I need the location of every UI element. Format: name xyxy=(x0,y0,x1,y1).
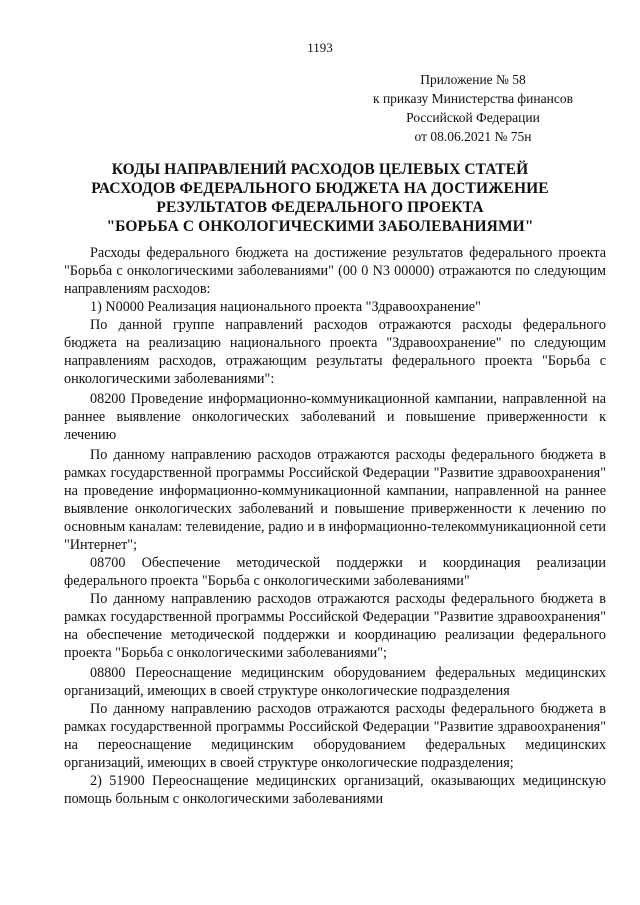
appendix-line: к приказу Министерства финансов xyxy=(373,91,573,106)
appendix-line: Приложение № 58 xyxy=(420,72,526,87)
paragraph-code-08700: 08700 Обеспечение методической поддержки и координация реализации федерального проекта "Борьба с онкологическими заболеваниями" xyxy=(64,555,606,589)
paragraph-code-08200: 08200 Проведение информационно-коммуникационной кампании, направленной на раннее выявление онкологических заболеваний и повышение приверженности к лечению xyxy=(64,391,606,443)
appendix-line: от 08.06.2021 № 75н xyxy=(414,129,532,144)
title-line: РЕЗУЛЬТАТОВ ФЕДЕРАЛЬНОГО ПРОЕКТА xyxy=(156,199,484,216)
title-line: РАСХОДОВ ФЕДЕРАЛЬНОГО БЮДЖЕТА НА ДОСТИЖЕНИЕ xyxy=(91,180,549,197)
paragraph-description: По данному направлению расходов отражаются расходы федерального бюджета в рамках государственной программы Российской Федерации "Развитие здравоохранения" на обеспечение методической поддержки и координацию реализации федерального проекта "Борьба с онкологическими заболеваниями"; xyxy=(64,591,606,661)
paragraph-code-08800: 08800 Переоснащение медицинским оборудованием федеральных медицинских организаций, имеющих в своей структуре онкологические подразделения xyxy=(64,665,606,699)
document-body xyxy=(64,244,606,808)
title-line: "БОРЬБА С ОНКОЛОГИЧЕСКИМИ ЗАБОЛЕВАНИЯМИ" xyxy=(106,218,534,235)
appendix-header xyxy=(348,70,598,146)
paragraph-description: По данному направлению расходов отражаются расходы федерального бюджета в рамках государственной программы Российской Федерации "Развитие здравоохранения" на проведение информационно-коммуникационной кампании, направленной на раннее выявление онкологических заболеваний и повышение приверженности к лечению по основным каналам: телевидение, радио и в информационно-телекоммуникационной сети "Интернет"; xyxy=(64,447,606,553)
title-line: КОДЫ НАПРАВЛЕНИЙ РАСХОДОВ ЦЕЛЕВЫХ СТАТЕЙ xyxy=(111,161,529,178)
document-title xyxy=(60,160,580,236)
paragraph-description: По данной группе направлений расходов отражаются расходы федерального бюджета на реализацию национального проекта "Здравоохранение" по следующим направлениям расходов, отражающим результаты федерального проекта "Борьба с онкологическими заболеваниями": xyxy=(64,317,606,387)
paragraph-section-2: 2) 51900 Переоснащение медицинских организаций, оказывающих медицинскую помощь больным с онкологическими заболеваниями xyxy=(64,773,606,807)
paragraph-description: По данному направлению расходов отражаются расходы федерального бюджета в рамках государственной программы Российской Федерации "Развитие здравоохранения" на переоснащение медицинским оборудованием федеральных медицинских организаций, имеющих в своей структуре онкологические подразделения; xyxy=(64,701,606,771)
page-number: 1193 xyxy=(307,40,333,55)
appendix-line: Российской Федерации xyxy=(406,110,540,125)
paragraph-section-1: 1) N0000 Реализация национального проекта "Здравоохранение" xyxy=(90,299,481,315)
paragraph-intro: Расходы федерального бюджета на достижение результатов федерального проекта "Борьба с онкологическими заболеваниями" (00 0 N3 00000) отражаются по следующим направлениям расходов: xyxy=(64,245,606,297)
